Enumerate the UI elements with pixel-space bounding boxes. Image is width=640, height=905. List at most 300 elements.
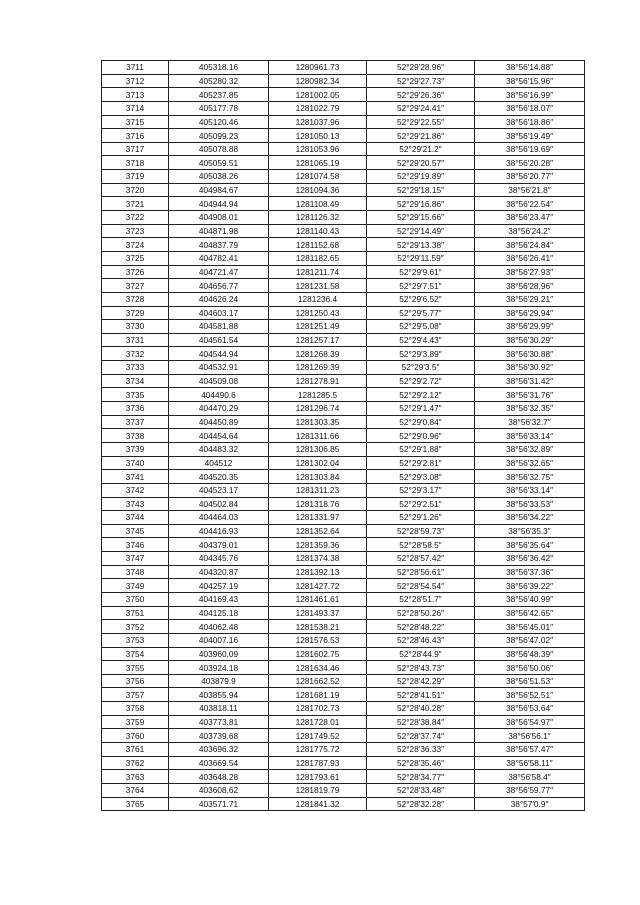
y-coordinate-cell: 1281311.23 (269, 483, 367, 497)
longitude-cell: 38°56′24.84″ (475, 238, 585, 252)
latitude-cell: 52°28′46.43″ (367, 633, 475, 647)
x-coordinate-cell: 405177.78 (169, 101, 269, 115)
table-row (102, 511, 585, 525)
x-coordinate-cell: 403571.71 (169, 797, 269, 811)
point-number-cell: 3730 (102, 320, 169, 334)
table-row (102, 374, 585, 388)
latitude-cell: 52°29′22.55″ (367, 115, 475, 129)
y-coordinate-cell: 1281152.68 (269, 238, 367, 252)
y-coordinate-cell: 1281269.39 (269, 361, 367, 375)
y-coordinate-cell: 1281359.36 (269, 538, 367, 552)
point-number-cell: 3728 (102, 292, 169, 306)
latitude-cell: 52°28′48.22″ (367, 620, 475, 634)
longitude-cell: 38°56′21.8″ (475, 183, 585, 197)
x-coordinate-cell: 403924.18 (169, 661, 269, 675)
y-coordinate-cell: 1281576.53 (269, 633, 367, 647)
point-number-cell: 3729 (102, 306, 169, 320)
table-row (102, 238, 585, 252)
longitude-cell: 38°56′29.21″ (475, 292, 585, 306)
x-coordinate-cell: 403648.28 (169, 770, 269, 784)
longitude-cell: 38°56′32.7″ (475, 415, 585, 429)
table-row (102, 797, 585, 811)
latitude-cell: 52°29′2.72″ (367, 374, 475, 388)
latitude-cell: 52°29′14.49″ (367, 224, 475, 238)
point-number-cell: 3738 (102, 429, 169, 443)
x-coordinate-cell: 404944.94 (169, 197, 269, 211)
x-coordinate-cell: 404871.98 (169, 224, 269, 238)
latitude-cell: 52°29′11.59″ (367, 251, 475, 265)
point-number-cell: 3760 (102, 729, 169, 743)
latitude-cell: 52°29′28.96″ (367, 61, 475, 75)
y-coordinate-cell: 1281331.97 (269, 511, 367, 525)
longitude-cell: 38°56′16.99″ (475, 88, 585, 102)
point-number-cell: 3737 (102, 415, 169, 429)
point-number-cell: 3761 (102, 743, 169, 757)
point-number-cell: 3755 (102, 661, 169, 675)
y-coordinate-cell: 1281251.49 (269, 320, 367, 334)
longitude-cell: 38°56′47.02″ (475, 633, 585, 647)
point-number-cell: 3763 (102, 770, 169, 784)
table-row (102, 183, 585, 197)
point-number-cell: 3719 (102, 170, 169, 184)
coordinates-table (101, 60, 585, 811)
x-coordinate-cell: 403879.9 (169, 674, 269, 688)
x-coordinate-cell: 404581.88 (169, 320, 269, 334)
x-coordinate-cell: 404908.01 (169, 211, 269, 225)
x-coordinate-cell: 404062.48 (169, 620, 269, 634)
longitude-cell: 38°56′51.53″ (475, 674, 585, 688)
latitude-cell: 52°28′59.73″ (367, 524, 475, 538)
latitude-cell: 52°29′5.77″ (367, 306, 475, 320)
x-coordinate-cell: 405120.46 (169, 115, 269, 129)
latitude-cell: 52°29′16.86″ (367, 197, 475, 211)
point-number-cell: 3734 (102, 374, 169, 388)
latitude-cell: 52°29′3.08″ (367, 470, 475, 484)
latitude-cell: 52°29′19.89″ (367, 170, 475, 184)
point-number-cell: 3735 (102, 388, 169, 402)
point-number-cell: 3751 (102, 606, 169, 620)
y-coordinate-cell: 1281634.46 (269, 661, 367, 675)
x-coordinate-cell: 404532.91 (169, 361, 269, 375)
x-coordinate-cell: 404257.19 (169, 579, 269, 593)
point-number-cell: 3753 (102, 633, 169, 647)
latitude-cell: 52°29′2.12″ (367, 388, 475, 402)
longitude-cell: 38°56′39.22″ (475, 579, 585, 593)
longitude-cell: 38°56′31.76″ (475, 388, 585, 402)
longitude-cell: 38°57′0.9″ (475, 797, 585, 811)
x-coordinate-cell: 404125.18 (169, 606, 269, 620)
point-number-cell: 3736 (102, 402, 169, 416)
x-coordinate-cell: 404509.08 (169, 374, 269, 388)
longitude-cell: 38°56′32.75″ (475, 470, 585, 484)
table-row (102, 565, 585, 579)
latitude-cell: 52°29′21.2″ (367, 142, 475, 156)
y-coordinate-cell: 1281303.35 (269, 415, 367, 429)
x-coordinate-cell: 404721.47 (169, 265, 269, 279)
table-row (102, 265, 585, 279)
y-coordinate-cell: 1281108.49 (269, 197, 367, 211)
latitude-cell: 52°28′51.7″ (367, 592, 475, 606)
latitude-cell: 52°29′15.66″ (367, 211, 475, 225)
longitude-cell: 38°56′15.96″ (475, 74, 585, 88)
table-row (102, 251, 585, 265)
point-number-cell: 3717 (102, 142, 169, 156)
table-row (102, 306, 585, 320)
table-row (102, 715, 585, 729)
point-number-cell: 3756 (102, 674, 169, 688)
x-coordinate-cell: 404007.16 (169, 633, 269, 647)
y-coordinate-cell: 1281050.13 (269, 129, 367, 143)
y-coordinate-cell: 1281231.58 (269, 279, 367, 293)
point-number-cell: 3741 (102, 470, 169, 484)
table-row (102, 211, 585, 225)
table-row (102, 142, 585, 156)
table-row (102, 674, 585, 688)
longitude-cell: 38°56′53.64″ (475, 702, 585, 716)
point-number-cell: 3746 (102, 538, 169, 552)
longitude-cell: 38°56′19.69″ (475, 142, 585, 156)
y-coordinate-cell: 1281352.64 (269, 524, 367, 538)
y-coordinate-cell: 1281427.72 (269, 579, 367, 593)
latitude-cell: 52°29′2.51″ (367, 497, 475, 511)
latitude-cell: 52°29′6.52″ (367, 292, 475, 306)
point-number-cell: 3715 (102, 115, 169, 129)
x-coordinate-cell: 404169.43 (169, 592, 269, 606)
y-coordinate-cell: 1281787.93 (269, 756, 367, 770)
y-coordinate-cell: 1281461.61 (269, 592, 367, 606)
point-number-cell: 3758 (102, 702, 169, 716)
point-number-cell: 3740 (102, 456, 169, 470)
y-coordinate-cell: 1281538.21 (269, 620, 367, 634)
x-coordinate-cell: 405318.16 (169, 61, 269, 75)
latitude-cell: 52°28′54.54″ (367, 579, 475, 593)
longitude-cell: 38°56′23.47″ (475, 211, 585, 225)
longitude-cell: 38°56′40.99″ (475, 592, 585, 606)
longitude-cell: 38°56′29.94″ (475, 306, 585, 320)
latitude-cell: 52°29′3.89″ (367, 347, 475, 361)
y-coordinate-cell: 1281002.05 (269, 88, 367, 102)
y-coordinate-cell: 1281211.74 (269, 265, 367, 279)
y-coordinate-cell: 1281053.96 (269, 142, 367, 156)
table-row (102, 415, 585, 429)
longitude-cell: 38°56′24.2″ (475, 224, 585, 238)
y-coordinate-cell: 1281681.19 (269, 688, 367, 702)
latitude-cell: 52°29′4.43″ (367, 333, 475, 347)
table-row (102, 388, 585, 402)
latitude-cell: 52°29′9.61″ (367, 265, 475, 279)
x-coordinate-cell: 404345.76 (169, 552, 269, 566)
longitude-cell: 38°56′27.93″ (475, 265, 585, 279)
table-row (102, 729, 585, 743)
x-coordinate-cell: 404544.94 (169, 347, 269, 361)
latitude-cell: 52°28′38.84″ (367, 715, 475, 729)
y-coordinate-cell: 1281257.17 (269, 333, 367, 347)
longitude-cell: 38°56′33.14″ (475, 483, 585, 497)
x-coordinate-cell: 404416.93 (169, 524, 269, 538)
longitude-cell: 38°56′20.77″ (475, 170, 585, 184)
latitude-cell: 52°28′57.42″ (367, 552, 475, 566)
y-coordinate-cell: 1281140.43 (269, 224, 367, 238)
y-coordinate-cell: 1281126.32 (269, 211, 367, 225)
table-row (102, 633, 585, 647)
longitude-cell: 38°56′26.41″ (475, 251, 585, 265)
table-row (102, 702, 585, 716)
x-coordinate-cell: 404464.03 (169, 511, 269, 525)
point-number-cell: 3757 (102, 688, 169, 702)
latitude-cell: 52°28′50.26″ (367, 606, 475, 620)
point-number-cell: 3722 (102, 211, 169, 225)
longitude-cell: 38°56′28.96″ (475, 279, 585, 293)
point-number-cell: 3733 (102, 361, 169, 375)
y-coordinate-cell: 1281022.79 (269, 101, 367, 115)
x-coordinate-cell: 403855.94 (169, 688, 269, 702)
latitude-cell: 52°28′44.9″ (367, 647, 475, 661)
table-row (102, 592, 585, 606)
point-number-cell: 3716 (102, 129, 169, 143)
y-coordinate-cell: 1281775.72 (269, 743, 367, 757)
point-number-cell: 3732 (102, 347, 169, 361)
point-number-cell: 3718 (102, 156, 169, 170)
y-coordinate-cell: 1281268.39 (269, 347, 367, 361)
y-coordinate-cell: 1281285.5 (269, 388, 367, 402)
latitude-cell: 52°28′43.73″ (367, 661, 475, 675)
latitude-cell: 52°28′58.5″ (367, 538, 475, 552)
x-coordinate-cell: 404520.35 (169, 470, 269, 484)
latitude-cell: 52°29′0.96″ (367, 429, 475, 443)
longitude-cell: 38°56′29.99″ (475, 320, 585, 334)
x-coordinate-cell: 404450.89 (169, 415, 269, 429)
latitude-cell: 52°28′34.77″ (367, 770, 475, 784)
latitude-cell: 52°29′7.51″ (367, 279, 475, 293)
longitude-cell: 38°56′32.89″ (475, 442, 585, 456)
point-number-cell: 3742 (102, 483, 169, 497)
x-coordinate-cell: 403608.62 (169, 783, 269, 797)
longitude-cell: 38°56′42.65″ (475, 606, 585, 620)
point-number-cell: 3765 (102, 797, 169, 811)
point-number-cell: 3731 (102, 333, 169, 347)
table-row (102, 783, 585, 797)
point-number-cell: 3752 (102, 620, 169, 634)
latitude-cell: 52°28′36.33″ (367, 743, 475, 757)
y-coordinate-cell: 1281296.74 (269, 402, 367, 416)
point-number-cell: 3723 (102, 224, 169, 238)
latitude-cell: 52°28′42.29″ (367, 674, 475, 688)
point-number-cell: 3721 (102, 197, 169, 211)
table-row (102, 129, 585, 143)
table-row (102, 197, 585, 211)
table-row (102, 688, 585, 702)
table-row (102, 483, 585, 497)
table-row (102, 156, 585, 170)
longitude-cell: 38°56′52.51″ (475, 688, 585, 702)
table-row (102, 620, 585, 634)
x-coordinate-cell: 404379.01 (169, 538, 269, 552)
table-row (102, 115, 585, 129)
table-row (102, 552, 585, 566)
x-coordinate-cell: 404502.84 (169, 497, 269, 511)
latitude-cell: 52°29′1.26″ (367, 511, 475, 525)
longitude-cell: 38°56′18.07″ (475, 101, 585, 115)
point-number-cell: 3748 (102, 565, 169, 579)
y-coordinate-cell: 1281493.37 (269, 606, 367, 620)
point-number-cell: 3726 (102, 265, 169, 279)
y-coordinate-cell: 1281819.79 (269, 783, 367, 797)
point-number-cell: 3743 (102, 497, 169, 511)
x-coordinate-cell: 404984.67 (169, 183, 269, 197)
table-row (102, 88, 585, 102)
longitude-cell: 38°56′36.42″ (475, 552, 585, 566)
point-number-cell: 3724 (102, 238, 169, 252)
table-row (102, 292, 585, 306)
x-coordinate-cell: 404837.79 (169, 238, 269, 252)
latitude-cell: 52°29′26.36″ (367, 88, 475, 102)
x-coordinate-cell: 404603.17 (169, 306, 269, 320)
table-row (102, 74, 585, 88)
table-row (102, 524, 585, 538)
table-row (102, 538, 585, 552)
point-number-cell: 3720 (102, 183, 169, 197)
y-coordinate-cell: 1281074.58 (269, 170, 367, 184)
table-row (102, 442, 585, 456)
table-row (102, 497, 585, 511)
y-coordinate-cell: 1281702.73 (269, 702, 367, 716)
table-row (102, 333, 585, 347)
x-coordinate-cell: 404490.6 (169, 388, 269, 402)
table-row (102, 647, 585, 661)
latitude-cell: 52°29′3.5″ (367, 361, 475, 375)
table-row (102, 402, 585, 416)
x-coordinate-cell: 405078.88 (169, 142, 269, 156)
point-number-cell: 3725 (102, 251, 169, 265)
x-coordinate-cell: 403960.09 (169, 647, 269, 661)
latitude-cell: 52°28′56.61″ (367, 565, 475, 579)
latitude-cell: 52°28′37.74″ (367, 729, 475, 743)
longitude-cell: 38°56′33.53″ (475, 497, 585, 511)
y-coordinate-cell: 1281236.4 (269, 292, 367, 306)
x-coordinate-cell: 403739.68 (169, 729, 269, 743)
longitude-cell: 38°56′35.3″ (475, 524, 585, 538)
point-number-cell: 3739 (102, 442, 169, 456)
longitude-cell: 38°56′56.1″ (475, 729, 585, 743)
longitude-cell: 38°56′57.47″ (475, 743, 585, 757)
y-coordinate-cell: 1281728.01 (269, 715, 367, 729)
latitude-cell: 52°29′0.84″ (367, 415, 475, 429)
x-coordinate-cell: 404626.24 (169, 292, 269, 306)
point-number-cell: 3714 (102, 101, 169, 115)
x-coordinate-cell: 404523.17 (169, 483, 269, 497)
y-coordinate-cell: 1281318.76 (269, 497, 367, 511)
longitude-cell: 38°56′22.54″ (475, 197, 585, 211)
table-row (102, 224, 585, 238)
latitude-cell: 52°29′1.88″ (367, 442, 475, 456)
table-row (102, 456, 585, 470)
point-number-cell: 3712 (102, 74, 169, 88)
y-coordinate-cell: 1281374.38 (269, 552, 367, 566)
point-number-cell: 3711 (102, 61, 169, 75)
point-number-cell: 3750 (102, 592, 169, 606)
x-coordinate-cell: 405059.51 (169, 156, 269, 170)
longitude-cell: 38°56′32.35″ (475, 402, 585, 416)
longitude-cell: 38°56′54.97″ (475, 715, 585, 729)
y-coordinate-cell: 1281841.32 (269, 797, 367, 811)
longitude-cell: 38°56′20.28″ (475, 156, 585, 170)
y-coordinate-cell: 1281602.75 (269, 647, 367, 661)
longitude-cell: 38°56′31.42″ (475, 374, 585, 388)
point-number-cell: 3754 (102, 647, 169, 661)
x-coordinate-cell: 405280.32 (169, 74, 269, 88)
x-coordinate-cell: 404483.32 (169, 442, 269, 456)
x-coordinate-cell: 403773.81 (169, 715, 269, 729)
table-row (102, 579, 585, 593)
latitude-cell: 52°28′33.48″ (367, 783, 475, 797)
x-coordinate-cell: 405099.23 (169, 129, 269, 143)
point-number-cell: 3744 (102, 511, 169, 525)
longitude-cell: 38°56′18.86″ (475, 115, 585, 129)
table-row (102, 279, 585, 293)
longitude-cell: 38°56′35.64″ (475, 538, 585, 552)
latitude-cell: 52°28′41.51″ (367, 688, 475, 702)
x-coordinate-cell: 404320.87 (169, 565, 269, 579)
longitude-cell: 38°56′37.36″ (475, 565, 585, 579)
latitude-cell: 52°29′5.08″ (367, 320, 475, 334)
longitude-cell: 38°56′50.06″ (475, 661, 585, 675)
latitude-cell: 52°29′3.17″ (367, 483, 475, 497)
point-number-cell: 3713 (102, 88, 169, 102)
table-row (102, 61, 585, 75)
longitude-cell: 38°56′30.92″ (475, 361, 585, 375)
y-coordinate-cell: 1280961.73 (269, 61, 367, 75)
latitude-cell: 52°29′24.41″ (367, 101, 475, 115)
table-row (102, 347, 585, 361)
table-row (102, 770, 585, 784)
x-coordinate-cell: 405237.85 (169, 88, 269, 102)
y-coordinate-cell: 1281303.84 (269, 470, 367, 484)
latitude-cell: 52°29′20.57″ (367, 156, 475, 170)
longitude-cell: 38°56′33.14″ (475, 429, 585, 443)
latitude-cell: 52°29′27.73″ (367, 74, 475, 88)
longitude-cell: 38°56′30.88″ (475, 347, 585, 361)
longitude-cell: 38°56′58.11″ (475, 756, 585, 770)
point-number-cell: 3759 (102, 715, 169, 729)
y-coordinate-cell: 1280982.34 (269, 74, 367, 88)
y-coordinate-cell: 1281302.04 (269, 456, 367, 470)
x-coordinate-cell: 403696.32 (169, 743, 269, 757)
x-coordinate-cell: 404656.77 (169, 279, 269, 293)
x-coordinate-cell: 404561.54 (169, 333, 269, 347)
table-row (102, 170, 585, 184)
latitude-cell: 52°29′2.81″ (367, 456, 475, 470)
longitude-cell: 38°56′32.65″ (475, 456, 585, 470)
y-coordinate-cell: 1281278.91 (269, 374, 367, 388)
x-coordinate-cell: 404454.64 (169, 429, 269, 443)
y-coordinate-cell: 1281749.52 (269, 729, 367, 743)
x-coordinate-cell: 404782.41 (169, 251, 269, 265)
point-number-cell: 3745 (102, 524, 169, 538)
table-row (102, 661, 585, 675)
longitude-cell: 38°56′19.49″ (475, 129, 585, 143)
longitude-cell: 38°56′48.39″ (475, 647, 585, 661)
table-row (102, 756, 585, 770)
x-coordinate-cell: 405038.26 (169, 170, 269, 184)
table-row (102, 606, 585, 620)
coordinates-table-body (102, 61, 585, 811)
table-row (102, 743, 585, 757)
point-number-cell: 3749 (102, 579, 169, 593)
x-coordinate-cell: 404470.29 (169, 402, 269, 416)
longitude-cell: 38°56′59.77″ (475, 783, 585, 797)
x-coordinate-cell: 404512 (169, 456, 269, 470)
y-coordinate-cell: 1281250.43 (269, 306, 367, 320)
